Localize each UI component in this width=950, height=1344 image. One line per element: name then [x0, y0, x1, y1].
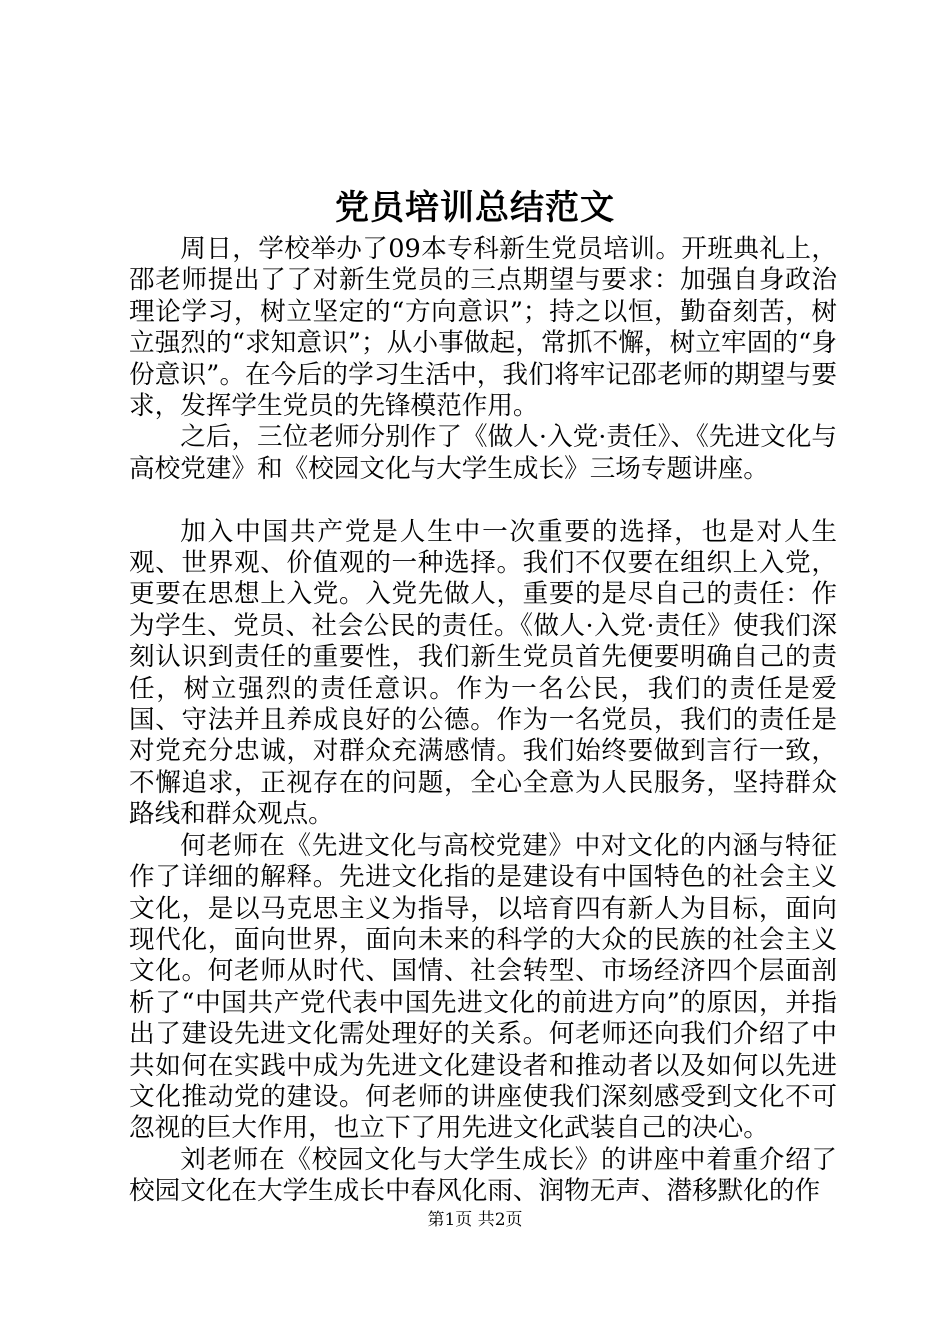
paragraph-spacer	[129, 485, 837, 516]
document-title: 党员培训总结范文	[335, 188, 615, 228]
paragraph-opening: 周日，学校举办了09本专科新生党员培训。开班典礼上，邵老师提出了了对新生党员的三点期望与要求：加强自身政治理论学习，树立坚定的“方向意识”；持之以恒，勤奋刻苦，树立强烈的“求知意识”；从小事做起，常抓不懈，树立牢固的“身份意识”。在今后的学习生活中，我们将牢记邵老师的期望与要求，发挥学生党员的先锋模范作用。	[129, 234, 837, 422]
paragraph-lectures-intro: 之后，三位老师分别作了《做人·入党·责任》、《先进文化与高校党建》和《校园文化与大学生成长》三场专题讲座。	[129, 422, 837, 484]
page-footer: 第1页 共2页	[427, 1210, 523, 1230]
paragraph-responsibility: 加入中国共产党是人生中一次重要的选择，也是对人生观、世界观、价值观的一种选择。我们不仅要在组织上入党，更要在思想上入党。入党先做人，重要的是尽自己的责任：作为学生、党员、社会公民的责任。《做人·入党·责任》使我们深刻认识到责任的重要性，我们新生党员首先便要明确自己的责任，树立强烈的责任意识。作为一名公民，我们的责任是爱国、守法并且养成良好的公德。作为一名党员，我们的责任是对党充分忠诚，对群众充满感情。我们始终要做到言行一致，不懈追求，正视存在的问题，全心全意为人民服务，坚持群众路线和群众观点。	[129, 516, 837, 830]
paragraph-advanced-culture: 何老师在《先进文化与高校党建》中对文化的内涵与特征作了详细的解释。先进文化指的是建设有中国特色的社会主义文化，是以马克思主义为指导，以培育四有新人为目标，面向现代化，面向世界，面向未来的科学的大众的民族的社会主义文化。何老师从时代、国情、社会转型、市场经济四个层面剖析了“中国共产党代表中国先进文化的前进方向”的原因，并指出了建设先进文化需处理好的关系。何老师还向我们介绍了中共如何在实践中成为先进文化建设者和推动者以及如何以先进文化推动党的建设。何老师的讲座使我们深刻感受到文化不可忽视的巨大作用，也立下了用先进文化武装自己的决心。	[129, 830, 837, 1144]
document-body	[129, 234, 837, 1208]
paragraph-campus-culture: 刘老师在《校园文化与大学生成长》的讲座中着重介绍了校园文化在大学生成长中春风化雨、润物无声、潜移默化的作	[129, 1144, 837, 1207]
